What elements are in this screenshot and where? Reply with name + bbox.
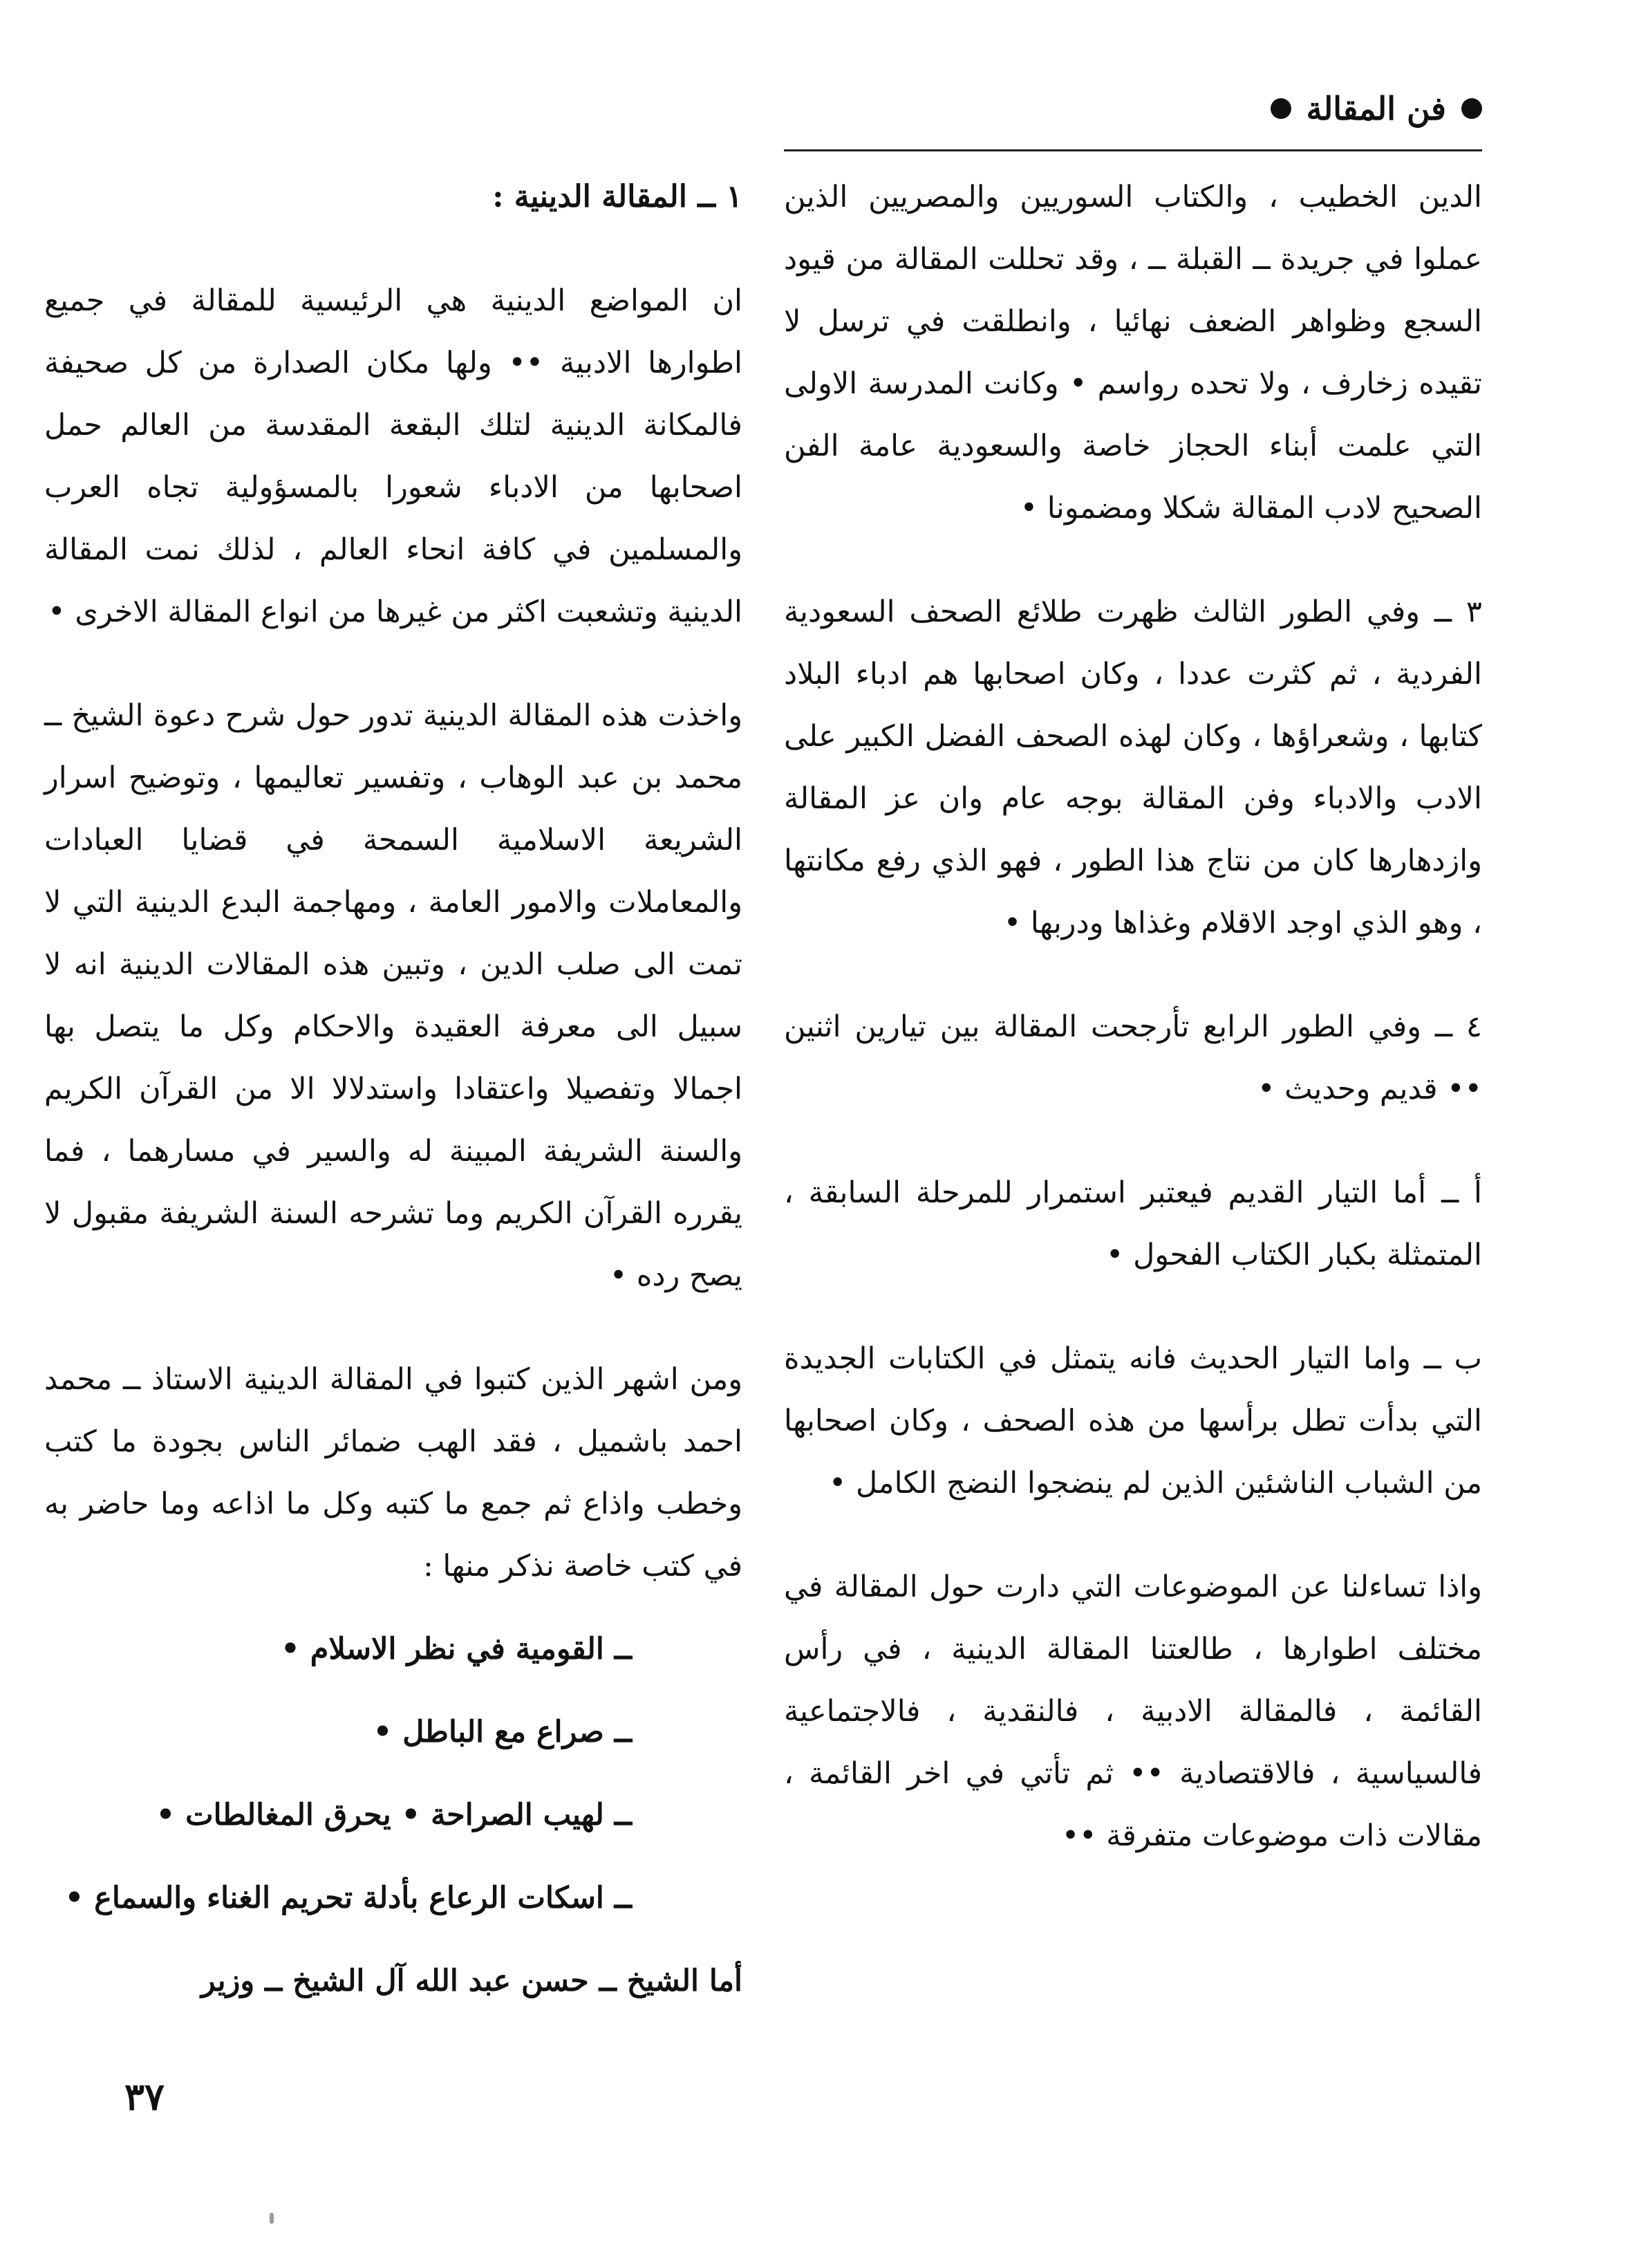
book-title-3: ــ لهيب الصراحة • يحرق المغالطات • <box>156 1798 632 1832</box>
right-paragraph-5: ب ــ واما التيار الحديث فانه يتمثل في الكتابات الجديدة التي بدأت تطل برأسها من هذه الصحف ، وكان اصحابها من الشباب الناشئين الذين لم ينضجوا النضج الكامل • <box>784 1341 1482 1500</box>
book-title-1: ــ القومية في نظر الاسلام • <box>281 1632 632 1666</box>
right-paragraph-2: ٣ ــ وفي الطور الثالث ظهرت طلائع الصحف السعودية الفردية ، ثم كثرت عددا ، وكان اصحابها هم ادباء البلاد كتابها ، وشعراؤها ، وكان لهذه الصحف الفضل الكبير على الادب والادباء وفن المقالة بوجه عام وان عز المقالة وازدهارها كان من نتاج هذا الطور ، فهو الذي رفع مكانتها ، وهو الذي اوجد الاقلام وغذاها ودربها • <box>784 595 1482 940</box>
right-paragraph-3: ٤ ــ وفي الطور الرابع تأرجحت المقالة بين تيارين اثنين •• قديم وحديث • <box>784 1010 1482 1106</box>
running-title: فن المقالة <box>1306 90 1446 127</box>
right-paragraph-4: أ ــ أما التيار القديم فيعتبر استمرار للمرحلة السابقة ، المتمثلة بكبار الكتاب الفحول • <box>784 1175 1482 1272</box>
running-header <box>1271 90 1482 127</box>
book-title-4: ــ اسكات الرعاع بأدلة تحريم الغناء والسماع • <box>64 1881 632 1915</box>
right-paragraph-1: الدين الخطيب ، والكتاب السوريين والمصريين الذين عملوا في جريدة ــ القبلة ــ ، وقد تحللت المقالة من قيود السجع وظواهر الضعف نهائيا ، وانطلقت في ترسل لا تقيده زخارف ، ولا تحده رواسم • وكانت المدرسة الاولى التي علمت أبناء الحجاز خاصة والسعودية عامة الفن الصحيح لادب المقالة شكلا ومضمونا • <box>784 180 1482 526</box>
page-number: ٣٧ <box>124 2074 165 2119</box>
scan-mark <box>270 2213 274 2224</box>
header-rule <box>784 149 1482 151</box>
section-heading: ١ ــ المقالة الدينية : <box>492 179 742 214</box>
continuation-line: أما الشيخ ــ حسن عبد الله آل الشيخ ــ وزير <box>200 1964 742 1998</box>
right-column <box>784 166 1482 1867</box>
bullet-left <box>1271 98 1291 119</box>
left-paragraph-2: واخذت هذه المقالة الدينية تدور حول شرح دعوة الشيخ ــ محمد بن عبد الوهاب ، وتفسير تعاليمها ، وتوضيح اسرار الشريعة الاسلامية السمحة في قضايا العبادات والمعاملات والامور العامة ، ومهاجمة البدع الدينية التي لا تمت الى صلب الدين ، وتبين هذه المقالات الدينية انه لا سبيل الى معرفة العقيدة والاحكام وكل ما يتصل بها اجمالا وتفصيلا واعتقادا واستدلالا الا من القرآن الكريم والسنة الشريفة المبينة له والسير في مسارهما ، فما يقرره القرآن الكريم وما تشرحه السنة الشريفة مقبول لا يصح رده • <box>44 698 742 1293</box>
right-paragraph-6: واذا تساءلنا عن الموضوعات التي دارت حول المقالة في مختلف اطوارها ، طالعتنا المقالة الدينية ، في رأس القائمة ، فالمقالة الادبية ، فالنقدية ، فالاجتماعية فالسياسية ، فالاقتصادية •• ثم تأتي في اخر القائمة ، مقالات ذات موضوعات متفرقة •• <box>784 1570 1482 1853</box>
left-paragraph-3: ومن اشهر الذين كتبوا في المقالة الدينية الاستاذ ــ محمد احمد باشميل ، فقد الهب ضمائر الناس بجودة ما كتب وخطب واذاع ثم جمع ما كتبه وكل ما اذاعه وما حاضر به في كتب خاصة نذكر منها : <box>44 1362 742 1583</box>
left-paragraph-1: ان المواضع الدينية هي الرئيسية للمقالة في جميع اطوارها الادبية •• ولها مكان الصدارة من كل صحيفة فالمكانة الدينية لتلك البقعة المقدسة من العالم حمل اصحابها من الادباء شعورا بالمسؤولية تجاه العرب والمسلمين في كافة انحاء العالم ، لذلك نمت المقالة الدينية وتشعبت اكثر من غيرها من انواع المقالة الاخرى • <box>44 284 742 629</box>
left-column <box>44 166 742 2012</box>
bullet-right <box>1461 98 1482 119</box>
book-title-2: ــ صراع مع الباطل • <box>373 1715 632 1749</box>
